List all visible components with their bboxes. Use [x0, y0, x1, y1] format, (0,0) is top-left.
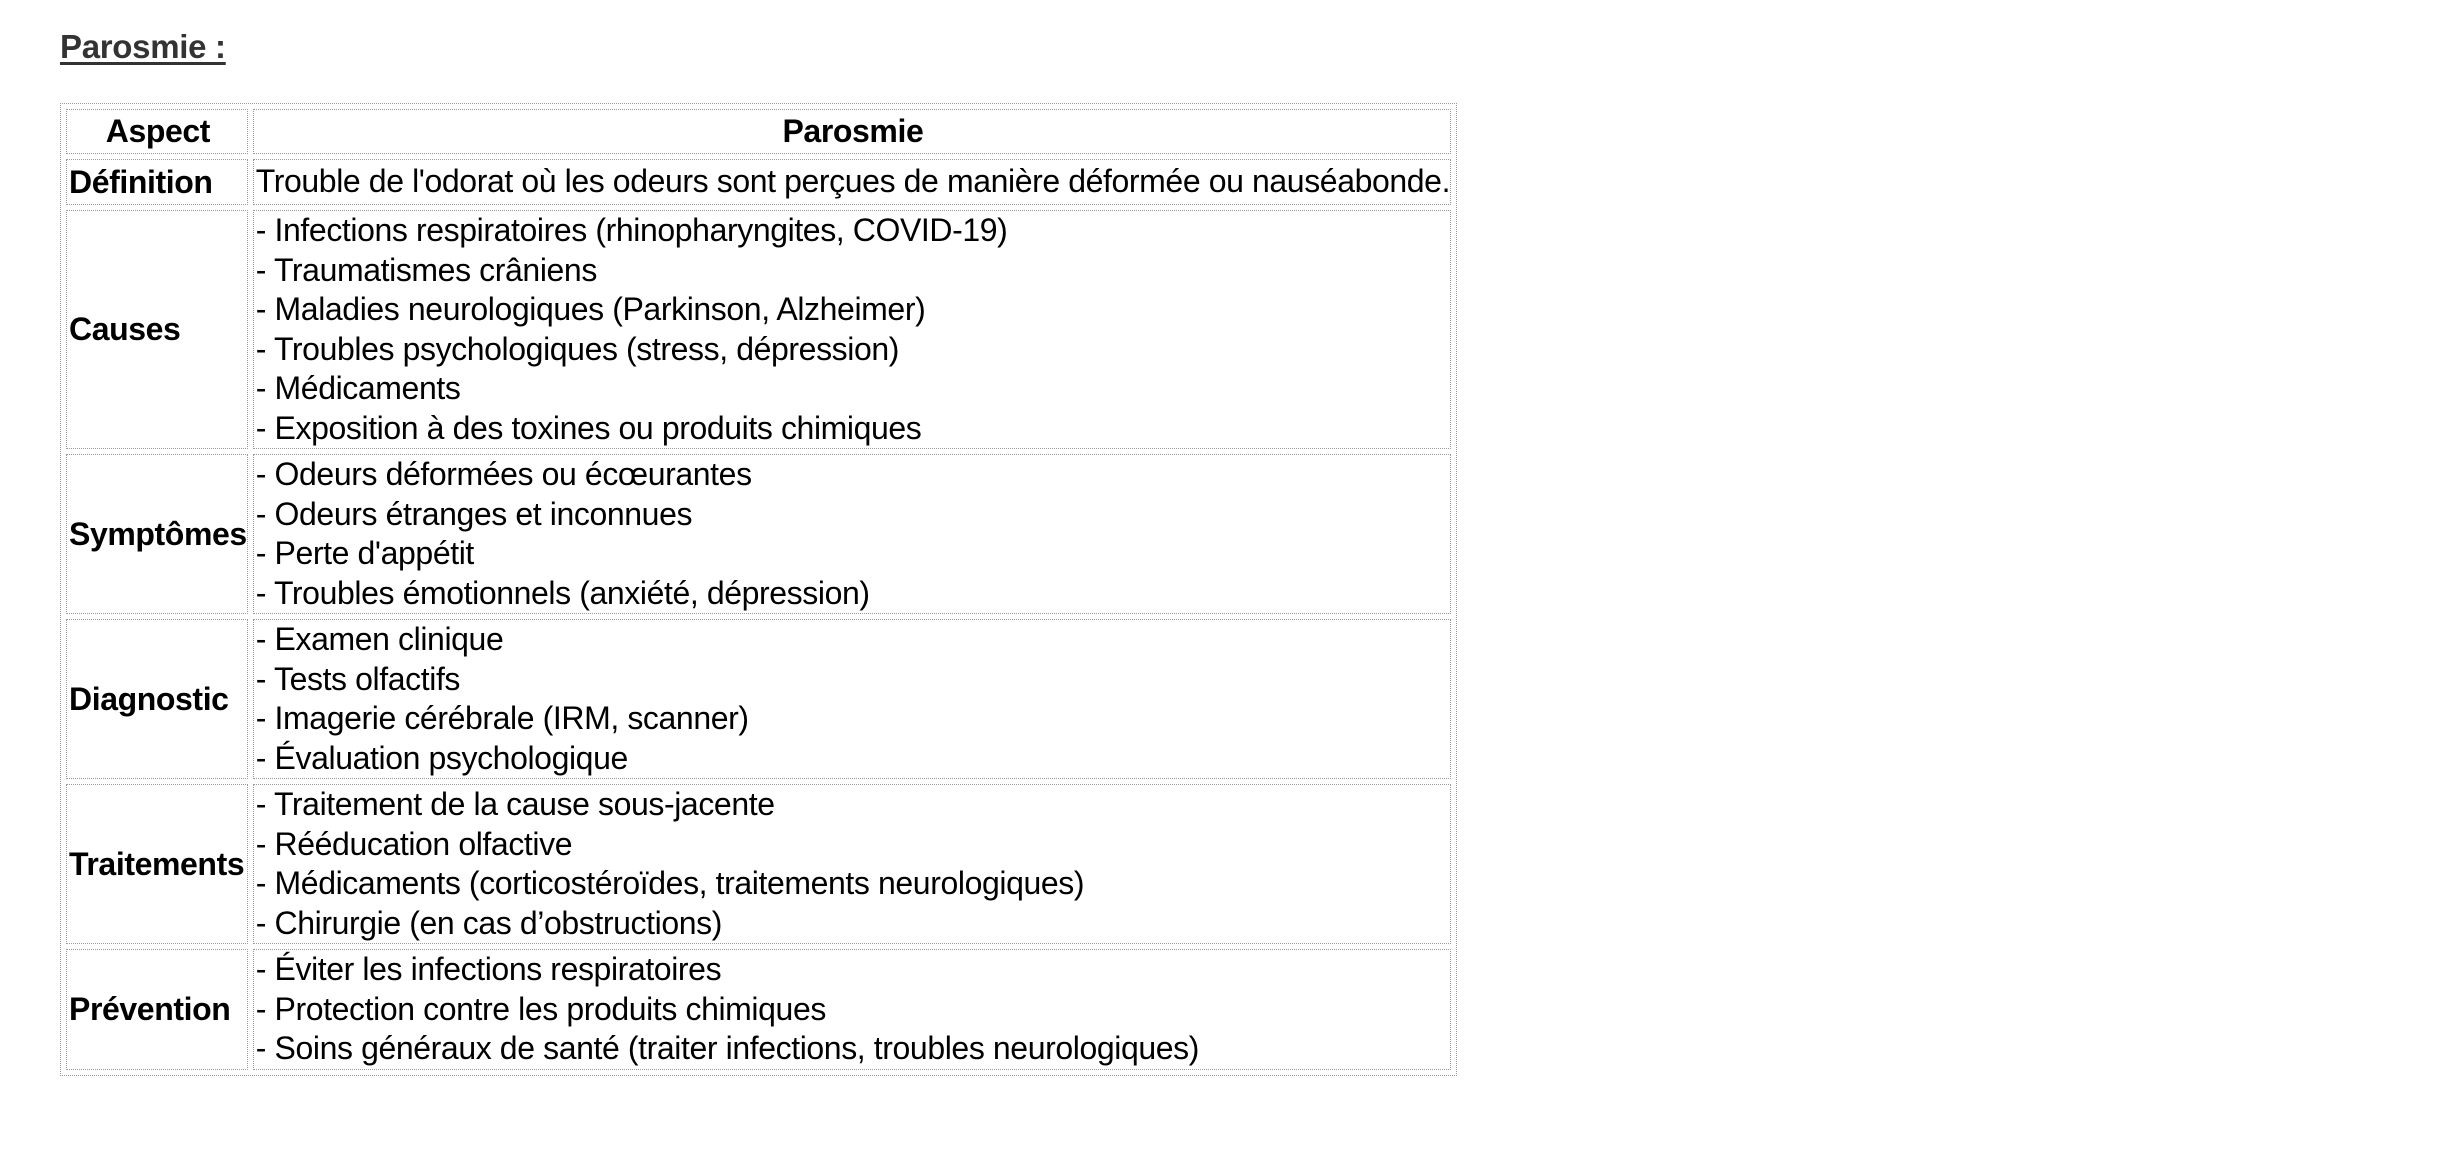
- row-label-symptomes: Symptômes: [66, 454, 248, 614]
- row-label-definition: Définition: [66, 159, 248, 205]
- row-content-prevention: [253, 949, 1451, 1070]
- table-row-prevention: [66, 949, 1451, 1070]
- row-content-line: - Protection contre les produits chimiques: [255, 990, 826, 1027]
- column-header-parosmie: Parosmie: [253, 109, 1451, 154]
- row-content-line: - Odeurs étranges et inconnues: [255, 495, 693, 532]
- row-label-prevention: Prévention: [66, 949, 248, 1070]
- row-content-line: - Examen clinique: [255, 621, 504, 657]
- table-row-diagnostic: [66, 619, 1451, 779]
- table-row-symptomes: [66, 454, 1451, 614]
- row-content-traitements: [253, 784, 1451, 944]
- page-title: Parosmie :: [60, 28, 226, 65]
- table-header-row: [66, 109, 1451, 154]
- row-content-line: - Traumatismes crâniens: [255, 251, 597, 288]
- row-content-line: - Médicaments: [255, 370, 461, 406]
- row-content-line: Trouble de l'odorat où les odeurs sont perçues de manière déformée ou nauséabonde.: [255, 163, 1451, 200]
- parosmie-table: [60, 103, 1457, 1076]
- row-content-line: - Imagerie cérébrale (IRM, scanner): [255, 700, 749, 736]
- row-content-causes: [253, 210, 1451, 449]
- row-content-symptomes: [253, 454, 1451, 614]
- table-row-causes: [66, 210, 1451, 449]
- row-content-line: - Infections respiratoires (rhinopharyngites, COVID-19): [255, 212, 1008, 248]
- row-content-line: - Tests olfactifs: [255, 660, 461, 697]
- row-content-line: - Maladies neurologiques (Parkinson, Alzheimer): [255, 291, 926, 327]
- row-content-line: - Traitement de la cause sous-jacente: [255, 786, 775, 822]
- row-content-line: - Médicaments (corticostéroïdes, traitements neurologiques): [255, 865, 1085, 901]
- row-content-line: - Perte d'appétit: [255, 535, 474, 571]
- column-header-aspect: Aspect: [66, 109, 248, 154]
- row-label-traitements: Traitements: [66, 784, 248, 944]
- row-content-line: - Évaluation psychologique: [255, 739, 628, 776]
- table-row-definition: [66, 159, 1451, 205]
- row-label-diagnostic: Diagnostic: [66, 619, 248, 779]
- row-content-line: - Éviter les infections respiratoires: [255, 951, 722, 987]
- row-content-line: - Exposition à des toxines ou produits chimiques: [255, 409, 922, 446]
- row-content-line: - Troubles psychologiques (stress, dépression): [255, 330, 900, 367]
- row-content-line: - Soins généraux de santé (traiter infections, troubles neurologiques): [255, 1030, 1200, 1066]
- table-row-traitements: [66, 784, 1451, 944]
- row-content-line: - Chirurgie (en cas d’obstructions): [255, 904, 722, 941]
- row-label-causes: Causes: [66, 210, 248, 449]
- row-content-diagnostic: [253, 619, 1451, 779]
- row-content-definition: [253, 159, 1451, 205]
- row-content-line: - Odeurs déformées ou écœurantes: [255, 456, 752, 492]
- row-content-line: - Rééducation olfactive: [255, 825, 573, 862]
- row-content-line: - Troubles émotionnels (anxiété, dépression): [255, 574, 870, 611]
